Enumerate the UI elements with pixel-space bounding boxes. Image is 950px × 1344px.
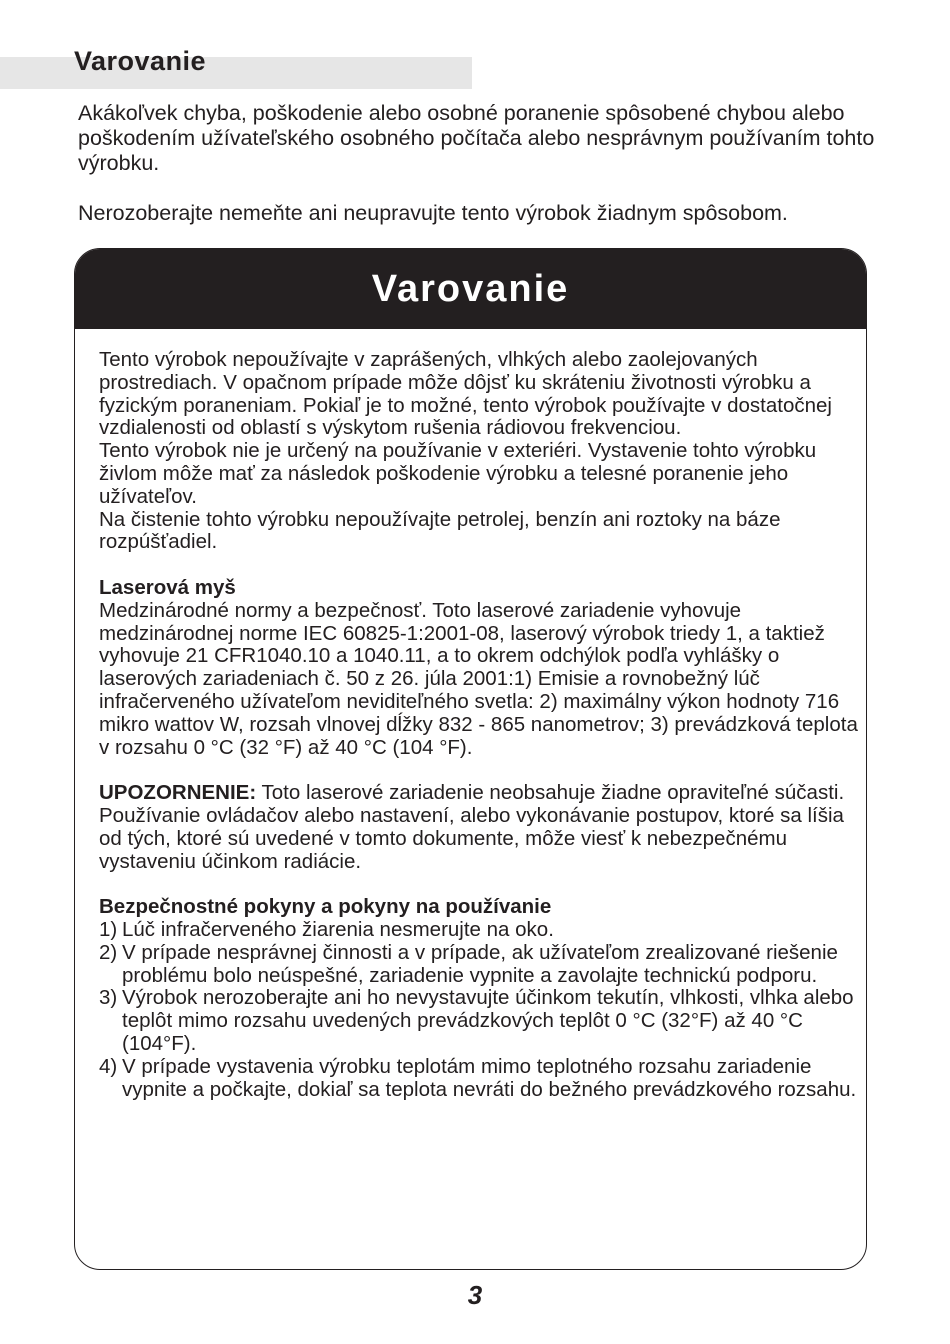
page-number: 3 (467, 1280, 483, 1310)
environment-paragraph: Tento výrobok nepoužívajte v zaprášených, vlhkých alebo zaolejovaných prostrediach. V opačnom prípade môže dôjsť ku skráteniu životnosti výrobku a fyzickým poraneniam. Pokiaľ je to možné, tento výrobok používajte v dostatočnej vzdialenosti od oblastí s výskytom rušenia rádiovou frekvenciou. (99, 348, 832, 440)
laser-heading: Laserová myš (99, 575, 236, 599)
safety-list (99, 919, 859, 1101)
intro-paragraph: Akákoľvek chyba, poškodenie alebo osobné poranenie spôsobené chybou alebo poškodením užívateľského osobného počítača alebo nesprávnym používaním tohto výrobku. (78, 101, 875, 175)
caution-paragraph (99, 782, 859, 873)
list-item-text: Výrobok nerozoberajte ani ho nevystavujte účinkom tekutín, vlhkosti, vlhka alebo teplôt mimo rozsahu uvedených prevádzkových teplôt 0 °C (32°F) až 40 °C (104°F). (122, 986, 854, 1055)
list-item-text: V prípade vystavenia výrobku teplotám mimo teplotného rozsahu zariadenie vypnite a počkajte, dokiaľ sa teplota nevráti do bežného prevádzkového rozsahu. (122, 1054, 857, 1101)
warning-box-body (99, 349, 859, 1101)
list-item (99, 1056, 859, 1102)
environment-paragraph: Tento výrobok nie je určený na používanie v exteriéri. Vystavenie tohto výrobku živlom môže mať za následok poškodenie výrobku a telesné poranenie jeho užívateľov. (99, 439, 817, 508)
list-item-number: 3) (99, 986, 118, 1010)
laser-text: Medzinárodné normy a bezpečnosť. Toto laserové zariadenie vyhovuje medzinárodnej norme IEC 60825-1:2001-08, laserový výrobok triedy 1, a taktiež vyhovuje 21 CFR1040.10 a 1040.11, a to okrem odchýlok podľa vyhlášky o laserových zariadeniach č. 50 z 26. júla 2001:1) Emisie a rovnobežný lúč infračerveného užívateľom neviditeľného svetla: 2) maximálny výkon hodnoty 716 mikro wattov W, rozsah vlnovej dĺžky 832 - 865 nanometrov; 3) prevádzková teplota v rozsahu 0 °C (32 °F) až 40 °C (104 °F). (99, 598, 858, 759)
list-item-number: 2) (99, 940, 118, 964)
list-item-number: 4) (99, 1054, 118, 1078)
list-item-number: 1) (99, 917, 118, 941)
warning-box-title: Varovanie (75, 249, 866, 329)
list-item (99, 987, 859, 1055)
section-heading-bar (0, 57, 472, 89)
intro-text (78, 101, 878, 251)
intro-paragraph: Nerozoberajte nemeňte ani neupravujte tento výrobok žiadnym spôsobom. (78, 201, 788, 225)
caution-text: Toto laserové zariadenie neobsahuje žiadne opraviteľné súčasti. Používanie ovládačov alebo nastavení, alebo vykonávanie postupov, ktoré sa líšia od tých, ktoré sú uvedené v tomto dokumente, môže viesť k nebezpečnému vystaveniu účinkom radiácie. (99, 781, 845, 873)
list-item-text: V prípade nesprávnej činnosti a v prípade, ak užívateľom zrealizované riešenie problému bolo neúspešné, zariadenie vypnite a zavolajte technickú podporu. (122, 940, 838, 987)
list-item-text: Lúč infračerveného žiarenia nesmerujte na oko. (122, 917, 554, 941)
safety-heading: Bezpečnostné pokyny a pokyny na používanie (99, 895, 552, 919)
list-item (99, 919, 859, 942)
caution-label: UPOZORNENIE: (99, 781, 257, 805)
section-title: Varovanie (74, 46, 207, 76)
warning-box (74, 248, 867, 1270)
environment-paragraph: Na čistenie tohto výrobku nepoužívajte petrolej, benzín ani roztoky na báze rozpúšťadiel. (99, 507, 781, 554)
list-item (99, 942, 859, 988)
